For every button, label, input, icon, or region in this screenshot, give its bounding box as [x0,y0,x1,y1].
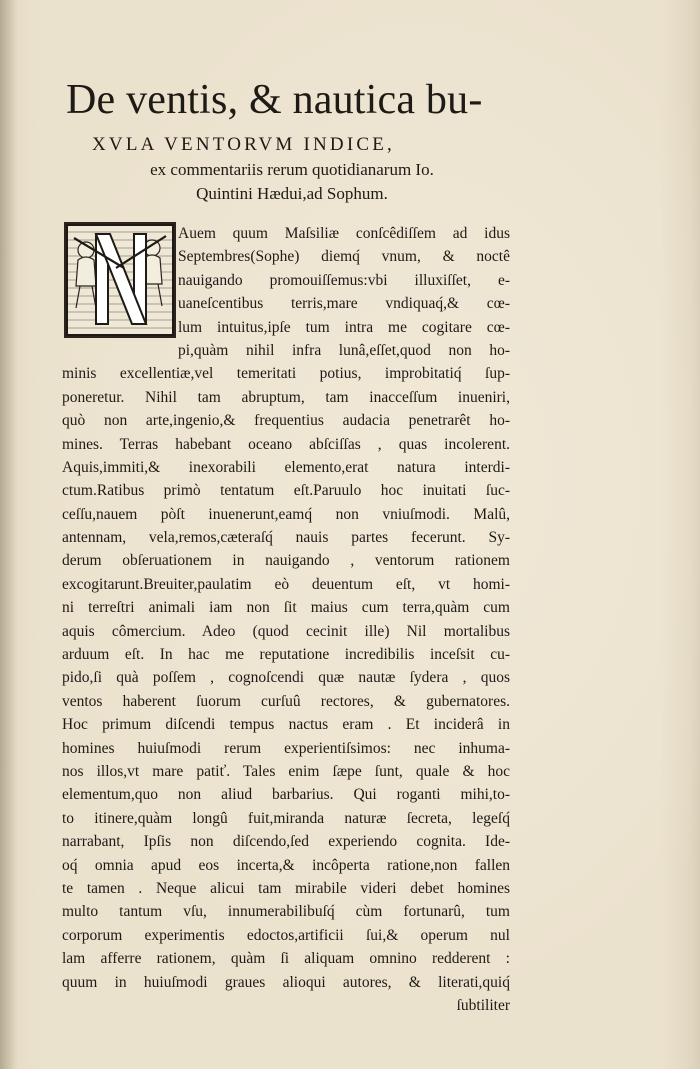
text-line: elementum,quo non aliud barbarius. Qui roganti mihi,to- [62,786,510,804]
text-line: ventos haberent ſuorum curſuû rectores, & gubernatores. [62,692,510,710]
text-line: ctum.Ratibus primò tentatum eſt.Paruulo hoc inuitati ſuc- [62,482,510,500]
page-title-continuation: XVLA VENTORVM INDICE, [92,134,396,155]
text-line: excogitarunt.Breuiter,paulatim eò deuentum eſt, vt homi- [62,575,510,593]
text-line: quum in huiuſmodi graues alioqui autores, & literati,quiq́ [62,973,510,991]
text-line: nos illos,vt mare patiť. Tales enim ſæpe ſunt, quale & hoc [62,762,510,780]
subtitle-line: ex commentariis rerum quotidianarum Io. [150,160,434,179]
text-line: Hoc primum diſcendi tempus nactus eram . Et inciderâ in [62,716,510,734]
text-line: aquis cômercium. Adeo (quod cecinit ille) Nil mortalibus [62,622,510,640]
main-text [62,222,510,1017]
subtitle-line: Quintini Hædui,ad Sophum. [196,184,388,203]
text-line: homines huiuſmodi rerum experientiſsimos: nec inhuma- [62,739,510,757]
text-line: pido,ſi quà poſſem , cognoſcendi quæ nautæ ſydera , quos [62,669,510,687]
text-line: Septembres(Sophe) diemq́ vnum, & noctê [178,248,510,266]
text-line: corporum experimentis edoctos,artificii ſui,& operum nul [62,926,510,944]
text-line: nauigando promouiſſemus:vbi illuxiſſet, e- [178,271,510,289]
text-line: ceſſu,nauem pòſt inuenerunt,eamq́ non vniuſmodi. Malû, [62,505,510,523]
text-line: poneretur. Nihil tam abruptum, tam inacceſſum inueniri, [62,388,510,406]
text-line: narrabant, Ipſis non diſcendo,ſed experiendo cognita. Ide- [62,833,510,851]
text-line: arduum eſt. In hac me reputatione incredibilis inceſsit cu- [62,646,510,664]
subtitle [72,158,512,206]
text-line: multo tantum vſu, innumerabilibuſq́ cùm fortunarû, tum [62,903,510,921]
text-line: antennam, vela,remos,cæteraſq́ nauis partes fecerunt. Sy- [62,529,510,547]
text-line: lum intuitus,ipſe tum intra me cogitare cœ- [178,318,510,336]
text-line: lam afferre rationem, quàm ſi aliquam omnino redderent : [62,950,510,968]
page-title: De ventis, & nautica bu- [66,77,483,123]
gutter-shadow [0,0,18,1069]
text-line: Auem quum Maſsiliæ conſcêdiſſem ad idus [178,225,510,242]
text-line: to itinere,quàm longû fuit,miranda naturæ ſecreta, legeſq́ [62,809,510,827]
text-line: pi,quàm nihil infra lunâ,eſſet,quod non ho- [178,341,510,359]
text-line: derum obſeruationem in nauigando , ventorum rationem [62,552,510,570]
text-line: Aquis,immiti,& inexorabili elemento,erat natura interdi- [62,458,510,476]
text-line: ſubtiliter [456,996,510,1014]
text-line: oq́ omnia apud eos incerta,& incôperta ratione,non fallen [62,856,510,874]
text-line: mines. Terras habebant oceano abſciſſas , quas incolerent. [62,435,510,453]
text-line: uaneſcentibus terris,mare vndiquaq́,& cœ- [178,295,510,313]
text-line: ni terreſtri animali iam non ſit maius cum terra,quàm cum [62,599,510,617]
text-line: minis excellentiæ,vel temeritati potius, improbitatiq́ ſup- [62,365,510,383]
text-line: te tamen . Neque alicui tam mirabile videri debet homines [62,879,510,897]
text-line: quò non arte,ingenio,& frequentius audacia penetrarêt ho- [62,412,510,430]
